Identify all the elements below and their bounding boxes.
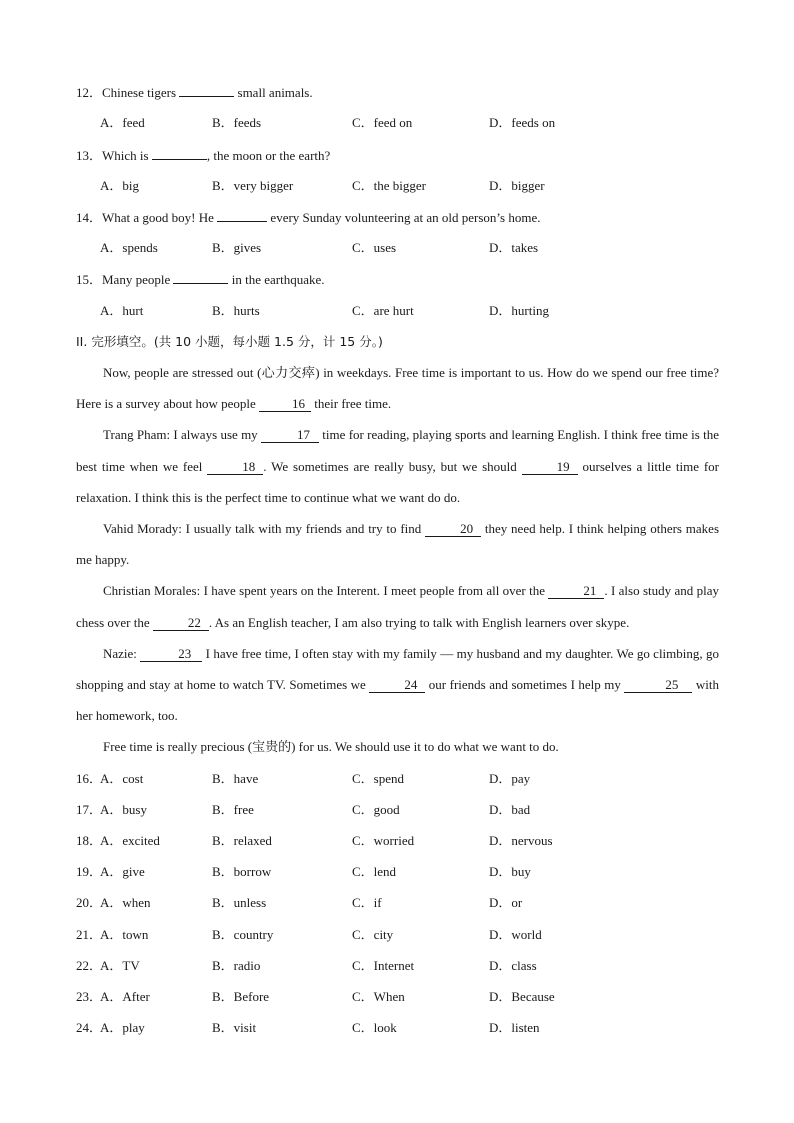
question-number: 21． (76, 927, 103, 942)
section-heading: II. 完形填空。(共 10 小题，每小题 1.5 分，计 15 分。) (76, 334, 383, 349)
blank-23: 23 (140, 647, 202, 662)
answer-blank (217, 209, 267, 222)
question-stem-end: small animals. (234, 85, 313, 100)
question-stem-end: , the moon or the earth? (206, 148, 331, 163)
blank-24: 24 (369, 678, 425, 693)
question-14-options (100, 240, 744, 256)
option-a: A．give (100, 864, 145, 879)
cloze-option-row (76, 895, 720, 911)
cloze-option-row (76, 864, 720, 880)
passage-paragraph-christian: Christian Morales: I have spent years on the Interent. I meet people from all over the 21 . I also study and play chess over the 22 . As an English teacher, I am also trying to talk with English learners over skype. (76, 583, 719, 630)
question-number: 22． (76, 958, 103, 973)
option-a: A．feed (100, 115, 145, 130)
question-15-options (100, 303, 744, 319)
option-b: B．have (212, 771, 259, 786)
blank-18: 18 (207, 460, 263, 475)
question-12 (76, 84, 720, 101)
option-a: A．big (100, 178, 140, 193)
option-a: A．town (100, 927, 149, 942)
option-b: B．unless (212, 895, 267, 910)
question-number: 23． (76, 989, 103, 1004)
option-b: B．very bigger (212, 178, 294, 193)
question-number: 24． (76, 1020, 103, 1035)
question-13-options (100, 178, 744, 194)
option-b: B．Before (212, 989, 270, 1004)
cloze-option-row (76, 989, 720, 1005)
option-d: D．nervous (489, 833, 553, 848)
option-d: D．or (489, 895, 523, 910)
option-b: B．radio (212, 958, 261, 973)
option-c: C．the bigger (352, 178, 427, 193)
cloze-passage (76, 357, 719, 763)
option-b: B．gives (212, 240, 262, 255)
question-14 (76, 209, 720, 226)
option-b: B．relaxed (212, 833, 272, 848)
question-stem-end: in the earthquake. (228, 272, 325, 287)
question-number: 20． (76, 895, 103, 910)
question-number: 16． (76, 771, 103, 786)
option-a: A．busy (100, 802, 147, 817)
option-c: C．lend (352, 864, 397, 879)
option-a: A．After (100, 989, 150, 1004)
option-c: C．worried (352, 833, 415, 848)
option-d: D．hurting (489, 303, 549, 318)
answer-blank (179, 84, 234, 97)
blank-16: 16 (259, 397, 311, 412)
blank-17: 17 (261, 428, 319, 443)
option-a: A．when (100, 895, 151, 910)
option-d: D．bigger (489, 178, 545, 193)
option-a: A．cost (100, 771, 144, 786)
question-13 (76, 147, 720, 164)
cloze-option-row (76, 1020, 720, 1036)
question-15 (76, 271, 720, 288)
option-b: B．country (212, 927, 274, 942)
option-d: D．listen (489, 1020, 540, 1035)
option-d: D．world (489, 927, 542, 942)
option-b: B．borrow (212, 864, 272, 879)
option-c: C．Internet (352, 958, 415, 973)
option-c: C．good (352, 802, 400, 817)
cloze-option-row (76, 833, 720, 849)
passage-paragraph-vahid: Vahid Morady: I usually talk with my friends and try to find 20 they need help. I think helping others makes me happy. (76, 521, 719, 568)
option-c: C．are hurt (352, 303, 414, 318)
passage-paragraph-closing: Free time is really precious (宝贵的) for us. We should use it to do what we want to do. (103, 739, 559, 755)
cloze-option-row (76, 771, 720, 787)
blank-19: 19 (522, 460, 578, 475)
option-c: C．look (352, 1020, 397, 1035)
question-stem: 13．Which is (76, 148, 152, 163)
question-stem: 15．Many people (76, 272, 174, 287)
option-d: D．bad (489, 802, 531, 817)
question-number: 18． (76, 833, 103, 848)
option-a: A．spends (100, 240, 158, 255)
option-c: C．feed on (352, 115, 413, 130)
option-b: B．visit (212, 1020, 257, 1035)
cloze-option-row (76, 958, 720, 974)
blank-20: 20 (425, 522, 481, 537)
option-a: A．play (100, 1020, 145, 1035)
blank-22: 22 (153, 616, 209, 631)
question-number: 19． (76, 864, 103, 879)
passage-paragraph-nazie: Nazie: 23 I have free time, I often stay with my family — my husband and my daughter. We go climbing, go shopping and stay at home to watch TV. Sometimes we 24 our friends and sometimes I help my 25 with her homework, too. (76, 645, 719, 724)
option-d: D．Because (489, 989, 555, 1004)
option-a: A．hurt (100, 303, 144, 318)
answer-blank (173, 271, 228, 284)
option-c: C．spend (352, 771, 405, 786)
option-c: C．if (352, 895, 382, 910)
question-stem: 12．Chinese tigers (76, 85, 180, 100)
blank-25: 25 (624, 678, 692, 693)
blank-21: 21 (548, 584, 604, 599)
option-a: A．TV (100, 958, 140, 973)
option-d: D．buy (489, 864, 531, 879)
option-c: C．city (352, 927, 394, 942)
passage-paragraph-intro: Now, people are stressed out (心力交瘁) in weekdays. Free time is important to us. How do we spend our free time? Here is a survey about how people 16 their free time. (76, 365, 719, 412)
option-c: C．uses (352, 240, 397, 255)
passage-paragraph-trang: Trang Pham: I always use my 17 time for reading, playing sports and learning English. I think free time is the best time when we feel 18 . We sometimes are really busy, but we should 19 ourselves a little time for relaxation. I think this is the perfect time to continue what we want do do. (76, 427, 720, 505)
option-a: A．excited (100, 833, 160, 848)
cloze-option-row (76, 927, 720, 943)
answer-blank (152, 147, 207, 160)
question-stem-end: every Sunday volunteering at an old person’s home. (267, 210, 541, 225)
question-number: 17． (76, 802, 103, 817)
option-b: B．free (212, 802, 254, 817)
option-d: D．takes (489, 240, 539, 255)
question-12-options (100, 115, 744, 131)
option-b: B．hurts (212, 303, 260, 318)
option-c: C．When (352, 989, 405, 1004)
option-b: B．feeds (212, 115, 262, 130)
cloze-option-row (76, 802, 720, 818)
option-d: D．class (489, 958, 537, 973)
question-stem: 14．What a good boy! He (76, 210, 218, 225)
option-d: D．pay (489, 771, 531, 786)
option-d: D．feeds on (489, 115, 556, 130)
